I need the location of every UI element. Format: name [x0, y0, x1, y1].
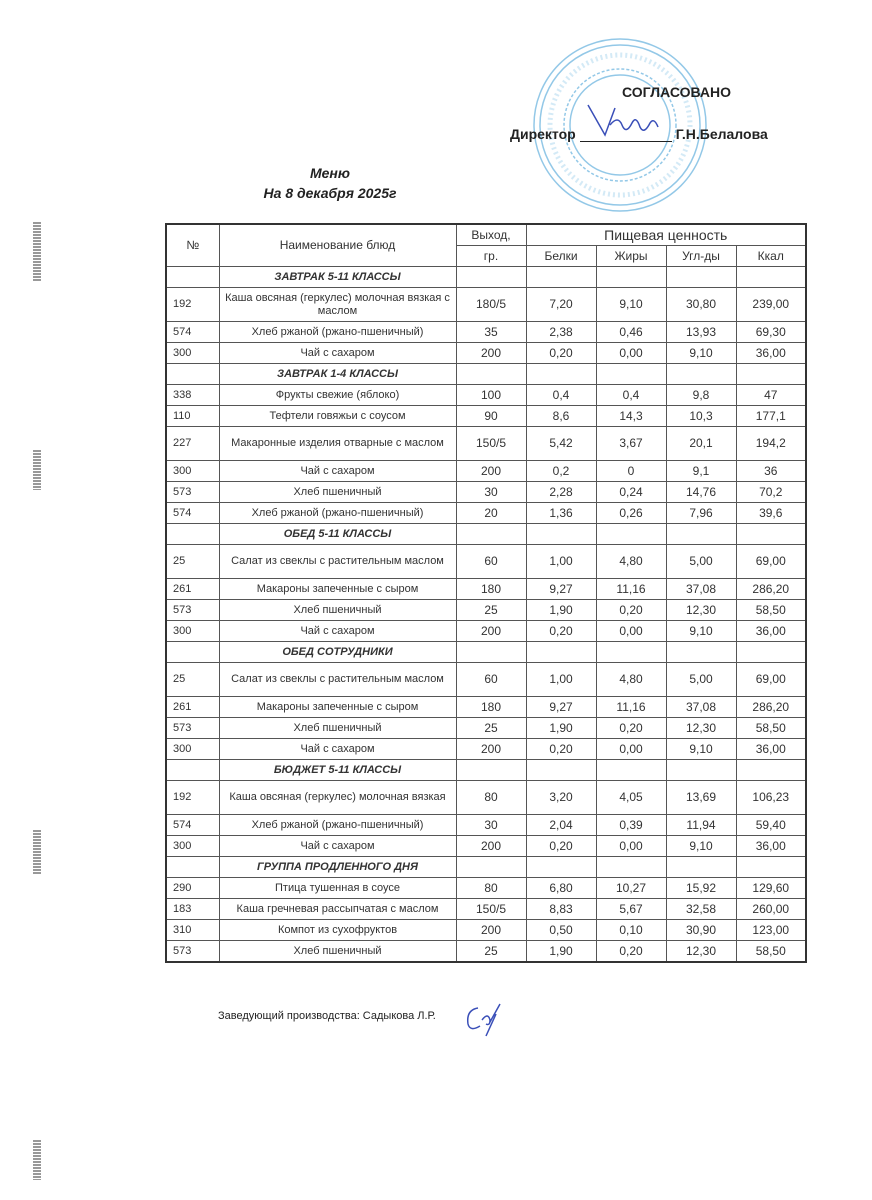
- empty-cell: [666, 760, 736, 781]
- empty-cell: [666, 857, 736, 878]
- table-row: [166, 406, 806, 427]
- dish-fat: 0,00: [596, 343, 666, 364]
- dish-protein: 0,2: [526, 461, 596, 482]
- dish-name: Компот из сухофруктов: [219, 920, 456, 941]
- section-row: [166, 524, 806, 545]
- table-row: [166, 621, 806, 642]
- dish-carbs: 13,69: [666, 781, 736, 815]
- dish-fat: 14,3: [596, 406, 666, 427]
- title-date: На 8 декабря 2025г: [263, 185, 397, 201]
- dish-carbs: 30,90: [666, 920, 736, 941]
- dish-kcal: 129,60: [736, 878, 806, 899]
- menu-table-body: [166, 267, 806, 963]
- dish-code: 573: [166, 941, 219, 963]
- dish-fat: 4,80: [596, 545, 666, 579]
- dish-protein: 0,20: [526, 621, 596, 642]
- table-row: [166, 663, 806, 697]
- header-nutrition: Пищевая ценность: [526, 224, 806, 246]
- menu-table: [165, 223, 807, 963]
- empty-cell: [456, 524, 526, 545]
- dish-yield: 25: [456, 600, 526, 621]
- dish-code: 573: [166, 718, 219, 739]
- section-title: ОБЕД 5-11 КЛАССЫ: [219, 524, 456, 545]
- dish-fat: 0,20: [596, 941, 666, 963]
- dish-yield: 25: [456, 941, 526, 963]
- dish-carbs: 12,30: [666, 600, 736, 621]
- scan-artifact: [33, 450, 41, 490]
- dish-code: 300: [166, 621, 219, 642]
- table-row: [166, 427, 806, 461]
- dish-yield: 200: [456, 621, 526, 642]
- empty-cell: [456, 857, 526, 878]
- dish-protein: 1,36: [526, 503, 596, 524]
- dish-yield: 200: [456, 343, 526, 364]
- dish-fat: 11,16: [596, 697, 666, 718]
- empty-cell: [666, 642, 736, 663]
- table-row: [166, 697, 806, 718]
- dish-yield: 25: [456, 718, 526, 739]
- dish-yield: 90: [456, 406, 526, 427]
- dish-code: 192: [166, 288, 219, 322]
- empty-cell: [666, 524, 736, 545]
- dish-code: 300: [166, 739, 219, 760]
- header-kcal: Ккал: [736, 246, 806, 267]
- dish-carbs: 37,08: [666, 579, 736, 600]
- table-row: [166, 941, 806, 963]
- table-row: [166, 815, 806, 836]
- dish-code: 574: [166, 815, 219, 836]
- empty-cell: [526, 857, 596, 878]
- dish-fat: 0,20: [596, 718, 666, 739]
- dish-name: Салат из свеклы с растительным маслом: [219, 663, 456, 697]
- header-fat: Жиры: [596, 246, 666, 267]
- dish-name: Хлеб пшеничный: [219, 941, 456, 963]
- table-row: [166, 343, 806, 364]
- table-row: [166, 739, 806, 760]
- empty-cell: [666, 364, 736, 385]
- header-num: №: [166, 224, 219, 267]
- dish-kcal: 177,1: [736, 406, 806, 427]
- dish-code: 110: [166, 406, 219, 427]
- dish-kcal: 39,6: [736, 503, 806, 524]
- scan-artifact: [33, 830, 41, 875]
- dish-kcal: 47: [736, 385, 806, 406]
- empty-cell: [456, 364, 526, 385]
- dish-yield: 100: [456, 385, 526, 406]
- dish-protein: 0,4: [526, 385, 596, 406]
- dish-yield: 200: [456, 920, 526, 941]
- dish-kcal: 58,50: [736, 600, 806, 621]
- dish-kcal: 58,50: [736, 941, 806, 963]
- dish-protein: 5,42: [526, 427, 596, 461]
- dish-yield: 35: [456, 322, 526, 343]
- dish-carbs: 14,76: [666, 482, 736, 503]
- dish-protein: 3,20: [526, 781, 596, 815]
- dish-fat: 0,10: [596, 920, 666, 941]
- dish-carbs: 10,3: [666, 406, 736, 427]
- dish-carbs: 11,94: [666, 815, 736, 836]
- dish-protein: 1,90: [526, 718, 596, 739]
- dish-name: Хлеб ржаной (ржано-пшеничный): [219, 815, 456, 836]
- dish-name: Каша овсяная (геркулес) молочная вязкая с маслом: [219, 288, 456, 322]
- dish-code: 290: [166, 878, 219, 899]
- dish-code: 300: [166, 461, 219, 482]
- dish-protein: 1,00: [526, 545, 596, 579]
- dish-fat: 9,10: [596, 288, 666, 322]
- dish-name: Чай с сахаром: [219, 836, 456, 857]
- dish-yield: 150/5: [456, 427, 526, 461]
- dish-fat: 0: [596, 461, 666, 482]
- dish-kcal: 286,20: [736, 697, 806, 718]
- dish-name: Хлеб пшеничный: [219, 718, 456, 739]
- dish-protein: 0,50: [526, 920, 596, 941]
- dish-name: Макароны запеченные с сыром: [219, 579, 456, 600]
- dish-code: 300: [166, 343, 219, 364]
- dish-kcal: 194,2: [736, 427, 806, 461]
- dish-name: Птица тушенная в соусе: [219, 878, 456, 899]
- dish-yield: 180: [456, 697, 526, 718]
- section-title: БЮДЖЕТ 5-11 КЛАССЫ: [219, 760, 456, 781]
- header-yield: Выход,: [456, 224, 526, 246]
- empty-cell: [736, 364, 806, 385]
- dish-kcal: 36,00: [736, 739, 806, 760]
- dish-protein: 6,80: [526, 878, 596, 899]
- dish-protein: 1,90: [526, 941, 596, 963]
- empty-cell: [666, 267, 736, 288]
- empty-cell: [456, 267, 526, 288]
- empty-cell: [736, 760, 806, 781]
- director-label: Директор: [510, 126, 576, 142]
- dish-protein: 1,90: [526, 600, 596, 621]
- dish-kcal: 239,00: [736, 288, 806, 322]
- dish-protein: 1,00: [526, 663, 596, 697]
- scan-artifact: [33, 1140, 41, 1180]
- dish-carbs: 9,10: [666, 621, 736, 642]
- table-row: [166, 322, 806, 343]
- dish-yield: 200: [456, 739, 526, 760]
- dish-yield: 20: [456, 503, 526, 524]
- dish-code: 574: [166, 503, 219, 524]
- dish-code: 227: [166, 427, 219, 461]
- dish-code: 300: [166, 836, 219, 857]
- table-row: [166, 288, 806, 322]
- section-num-cell: [166, 524, 219, 545]
- dish-name: Тефтели говяжьи с соусом: [219, 406, 456, 427]
- dish-carbs: 32,58: [666, 899, 736, 920]
- dish-fat: 0,00: [596, 621, 666, 642]
- dish-code: 261: [166, 697, 219, 718]
- table-row: [166, 899, 806, 920]
- dish-carbs: 30,80: [666, 288, 736, 322]
- dish-protein: 9,27: [526, 697, 596, 718]
- table-row: [166, 718, 806, 739]
- empty-cell: [736, 642, 806, 663]
- table-row: [166, 836, 806, 857]
- dish-carbs: 7,96: [666, 503, 736, 524]
- dish-name: Фрукты свежие (яблоко): [219, 385, 456, 406]
- section-num-cell: [166, 642, 219, 663]
- dish-name: Чай с сахаром: [219, 739, 456, 760]
- dish-code: 338: [166, 385, 219, 406]
- dish-protein: 0,20: [526, 343, 596, 364]
- dish-yield: 30: [456, 482, 526, 503]
- dish-yield: 180: [456, 579, 526, 600]
- section-title: ГРУППА ПРОДЛЕННОГО ДНЯ: [219, 857, 456, 878]
- dish-carbs: 9,10: [666, 343, 736, 364]
- dish-kcal: 36,00: [736, 621, 806, 642]
- dish-yield: 200: [456, 836, 526, 857]
- table-row: [166, 461, 806, 482]
- dish-kcal: 58,50: [736, 718, 806, 739]
- dish-code: 574: [166, 322, 219, 343]
- dish-yield: 200: [456, 461, 526, 482]
- dish-code: 25: [166, 663, 219, 697]
- empty-cell: [526, 642, 596, 663]
- dish-carbs: 5,00: [666, 663, 736, 697]
- dish-fat: 3,67: [596, 427, 666, 461]
- dish-protein: 7,20: [526, 288, 596, 322]
- header-protein: Белки: [526, 246, 596, 267]
- dish-carbs: 5,00: [666, 545, 736, 579]
- section-row: [166, 364, 806, 385]
- section-num-cell: [166, 760, 219, 781]
- table-row: [166, 385, 806, 406]
- dish-kcal: 286,20: [736, 579, 806, 600]
- dish-protein: 2,28: [526, 482, 596, 503]
- dish-code: 183: [166, 899, 219, 920]
- empty-cell: [526, 524, 596, 545]
- dish-protein: 0,20: [526, 836, 596, 857]
- table-row: [166, 503, 806, 524]
- dish-code: 573: [166, 600, 219, 621]
- dish-yield: 60: [456, 663, 526, 697]
- dish-name: Хлеб пшеничный: [219, 600, 456, 621]
- section-row: [166, 642, 806, 663]
- dish-kcal: 106,23: [736, 781, 806, 815]
- dish-yield: 80: [456, 878, 526, 899]
- dish-fat: 4,80: [596, 663, 666, 697]
- dish-name: Чай с сахаром: [219, 621, 456, 642]
- dish-carbs: 9,10: [666, 739, 736, 760]
- title-menu: Меню: [309, 165, 350, 181]
- dish-protein: 8,83: [526, 899, 596, 920]
- empty-cell: [456, 760, 526, 781]
- dish-carbs: 20,1: [666, 427, 736, 461]
- section-num-cell: [166, 267, 219, 288]
- dish-carbs: 13,93: [666, 322, 736, 343]
- dish-fat: 11,16: [596, 579, 666, 600]
- dish-carbs: 12,30: [666, 941, 736, 963]
- dish-fat: 0,24: [596, 482, 666, 503]
- empty-cell: [596, 857, 666, 878]
- dish-code: 25: [166, 545, 219, 579]
- table-row: [166, 482, 806, 503]
- header-name: Наименование блюд: [219, 224, 456, 267]
- section-num-cell: [166, 857, 219, 878]
- empty-cell: [526, 267, 596, 288]
- dish-fat: 0,20: [596, 600, 666, 621]
- section-row: [166, 857, 806, 878]
- dish-yield: 150/5: [456, 899, 526, 920]
- dish-kcal: 36: [736, 461, 806, 482]
- section-title: ЗАВТРАК 1-4 КЛАССЫ: [219, 364, 456, 385]
- dish-carbs: 12,30: [666, 718, 736, 739]
- dish-fat: 4,05: [596, 781, 666, 815]
- dish-protein: 0,20: [526, 739, 596, 760]
- dish-fat: 5,67: [596, 899, 666, 920]
- footer-signatory: Заведующий производства: Садыкова Л.Р.: [218, 1010, 436, 1022]
- empty-cell: [456, 642, 526, 663]
- dish-name: Каша овсяная (геркулес) молочная вязкая: [219, 781, 456, 815]
- dish-kcal: 69,00: [736, 663, 806, 697]
- section-row: [166, 267, 806, 288]
- header-carbs: Угл-ды: [666, 246, 736, 267]
- empty-cell: [596, 760, 666, 781]
- empty-cell: [596, 642, 666, 663]
- dish-carbs: 9,10: [666, 836, 736, 857]
- dish-yield: 60: [456, 545, 526, 579]
- dish-fat: 0,00: [596, 739, 666, 760]
- empty-cell: [526, 364, 596, 385]
- dish-name: Салат из свеклы с растительным маслом: [219, 545, 456, 579]
- dish-carbs: 9,8: [666, 385, 736, 406]
- director-name: Г.Н.Белалова: [675, 126, 768, 142]
- dish-carbs: 15,92: [666, 878, 736, 899]
- dish-yield: 80: [456, 781, 526, 815]
- dish-protein: 8,6: [526, 406, 596, 427]
- dish-kcal: 36,00: [736, 343, 806, 364]
- empty-cell: [526, 760, 596, 781]
- dish-kcal: 70,2: [736, 482, 806, 503]
- header-yield-unit: гр.: [456, 246, 526, 267]
- dish-code: 192: [166, 781, 219, 815]
- section-title: ОБЕД СОТРУДНИКИ: [219, 642, 456, 663]
- dish-name: Макароны запеченные с сыром: [219, 697, 456, 718]
- empty-cell: [736, 267, 806, 288]
- dish-kcal: 69,00: [736, 545, 806, 579]
- dish-name: Хлеб ржаной (ржано-пшеничный): [219, 503, 456, 524]
- table-row: [166, 579, 806, 600]
- dish-kcal: 36,00: [736, 836, 806, 857]
- dish-protein: 2,38: [526, 322, 596, 343]
- dish-carbs: 37,08: [666, 697, 736, 718]
- dish-kcal: 260,00: [736, 899, 806, 920]
- dish-yield: 30: [456, 815, 526, 836]
- section-row: [166, 760, 806, 781]
- dish-code: 310: [166, 920, 219, 941]
- table-row: [166, 878, 806, 899]
- table-row: [166, 600, 806, 621]
- director-signature: [580, 100, 670, 145]
- dish-kcal: 69,30: [736, 322, 806, 343]
- dish-name: Чай с сахаром: [219, 343, 456, 364]
- dish-fat: 0,00: [596, 836, 666, 857]
- section-title: ЗАВТРАК 5-11 КЛАССЫ: [219, 267, 456, 288]
- empty-cell: [596, 524, 666, 545]
- dish-kcal: 59,40: [736, 815, 806, 836]
- empty-cell: [596, 267, 666, 288]
- empty-cell: [736, 857, 806, 878]
- table-row: [166, 545, 806, 579]
- section-num-cell: [166, 364, 219, 385]
- dish-code: 261: [166, 579, 219, 600]
- dish-name: Каша гречневая рассыпчатая с маслом: [219, 899, 456, 920]
- empty-cell: [736, 524, 806, 545]
- dish-yield: 180/5: [456, 288, 526, 322]
- empty-cell: [596, 364, 666, 385]
- dish-code: 573: [166, 482, 219, 503]
- approval-heading: СОГЛАСОВАНО: [622, 84, 731, 100]
- dish-fat: 10,27: [596, 878, 666, 899]
- scan-artifact: [33, 222, 41, 282]
- dish-protein: 9,27: [526, 579, 596, 600]
- table-row: [166, 781, 806, 815]
- dish-fat: 0,4: [596, 385, 666, 406]
- dish-carbs: 9,1: [666, 461, 736, 482]
- dish-fat: 0,46: [596, 322, 666, 343]
- dish-fat: 0,39: [596, 815, 666, 836]
- document-title: [230, 163, 430, 203]
- dish-fat: 0,26: [596, 503, 666, 524]
- dish-name: Макаронные изделия отварные с маслом: [219, 427, 456, 461]
- dish-name: Хлеб ржаной (ржано-пшеничный): [219, 322, 456, 343]
- dish-name: Чай с сахаром: [219, 461, 456, 482]
- dish-protein: 2,04: [526, 815, 596, 836]
- dish-name: Хлеб пшеничный: [219, 482, 456, 503]
- table-row: [166, 920, 806, 941]
- manager-signature: [462, 1000, 507, 1040]
- dish-kcal: 123,00: [736, 920, 806, 941]
